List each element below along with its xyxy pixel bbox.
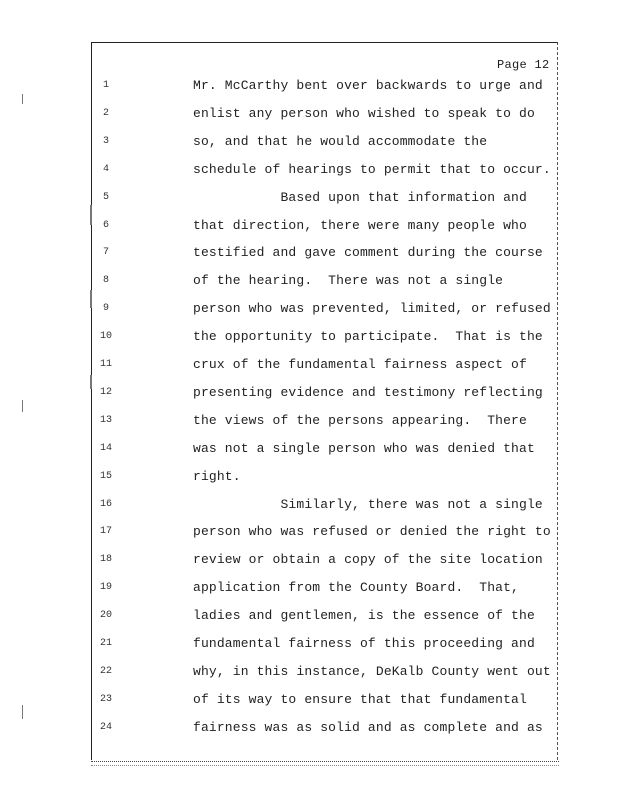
transcript-line: Similarly, there was not a single [193,496,543,512]
line-number: 3 [102,135,109,147]
scan-mark [22,94,23,104]
transcript-line: enlist any person who wished to speak to do [193,105,535,121]
transcript-line: fairness was as solid and as complete and as [193,719,543,735]
line-number: 24 [99,721,112,733]
line-number: 20 [99,610,112,622]
line-number: 17 [99,526,112,538]
transcript-line: application from the County Board. That, [193,580,520,596]
line-number: 15 [99,470,112,482]
line-number: 19 [99,582,112,594]
transcript-line: was not a single person who was denied that [193,440,535,456]
transcript-line: the opportunity to participate. That is the [193,329,543,345]
transcript-line: the views of the persons appearing. There [193,412,527,428]
transcript-line: crux of the fundamental fairness aspect of [193,357,527,372]
transcript-line: why, in this instance, DeKalb County went out [193,663,551,679]
line-number: 22 [99,665,112,677]
line-number: 11 [99,359,112,370]
line-number: 9 [102,303,109,315]
transcript-line: right. [193,468,241,484]
line-number: 16 [99,498,112,510]
transcript-line: of its way to ensure that that fundamental [193,691,527,707]
transcript-line: presenting evidence and testimony reflecting [193,384,543,400]
line-number: 5 [102,191,109,203]
bottom-rule-secondary [91,765,559,766]
line-number: 1 [102,80,109,91]
transcript-line: Based upon that information and [193,189,527,205]
line-number: 7 [102,247,109,259]
scan-mark [22,705,23,719]
line-number: 8 [102,275,109,287]
page-number: Page 12 [497,58,550,72]
line-number: 13 [99,414,112,426]
transcript-line: person who was prevented, limited, or refused [193,301,551,317]
line-number: 12 [99,386,112,398]
line-number: 4 [102,163,109,175]
transcript-line: testified and gave comment during the course [193,245,543,261]
line-number: 21 [99,638,112,649]
line-number: 23 [99,693,112,705]
scan-mark [90,290,92,308]
scan-mark [90,375,92,389]
transcript-line: that direction, there were many people who [193,217,527,233]
transcript-line: review or obtain a copy of the site location [193,552,543,568]
line-number: 6 [102,219,109,231]
bottom-rule [91,761,559,762]
line-number: 10 [99,331,112,343]
scan-mark [90,205,92,225]
scan-mark [22,400,23,412]
transcript-line: fundamental fairness of this proceeding and [193,636,535,651]
line-number: 2 [102,107,109,119]
page-border [91,42,558,760]
line-number: 18 [99,554,112,566]
transcript-line: of the hearing. There was not a single [193,273,504,289]
transcript-line: ladies and gentlemen, is the essence of the [193,608,535,624]
transcript-line: Mr. McCarthy bent over backwards to urge and [193,78,543,93]
transcript-line: so, and that he would accommodate the [193,133,488,149]
transcript-line: schedule of hearings to permit that to occur. [193,161,551,177]
line-number: 14 [99,442,112,454]
transcript-line: person who was refused or denied the right to [193,524,551,540]
